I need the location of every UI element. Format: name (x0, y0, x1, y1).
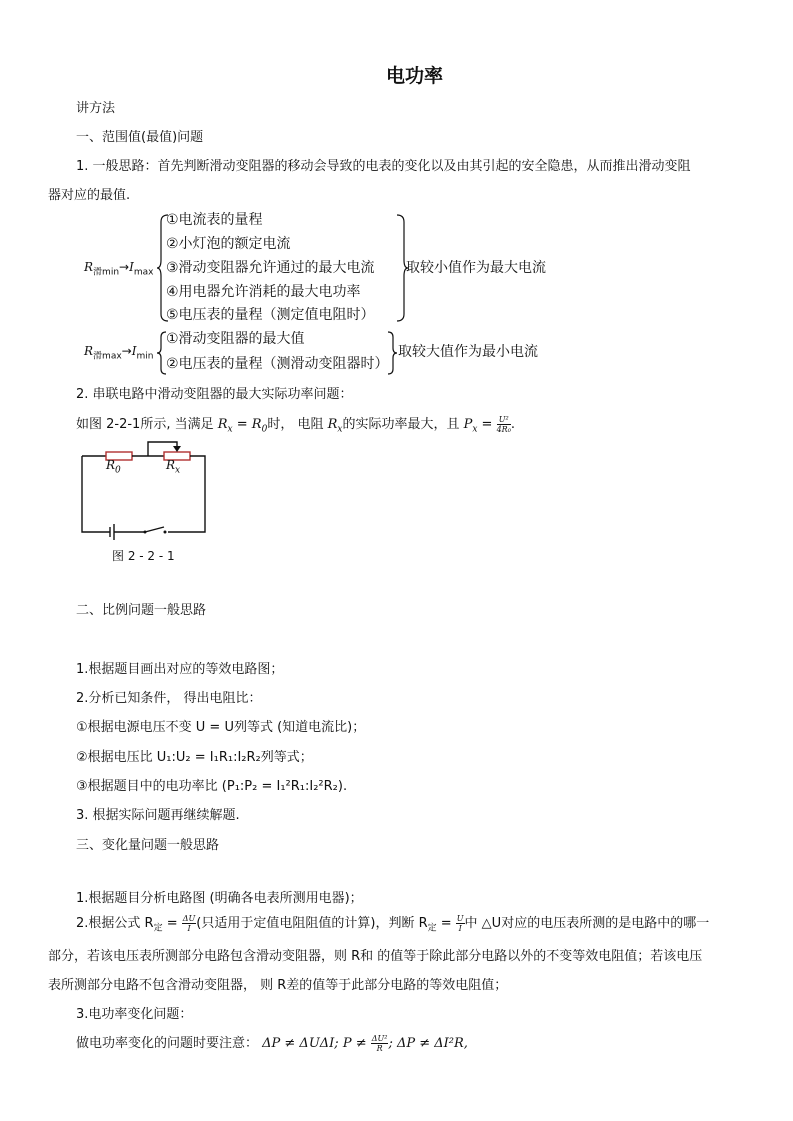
section3-step3: 3.电功率变化问题： (76, 1007, 193, 1022)
brace1-item-2: ②小灯泡的额定电流 (166, 236, 291, 252)
section-method: 讲方法 (76, 101, 116, 116)
section1-heading: 一、范围值(最值)问题 (76, 130, 204, 145)
section2-step2: 2.分析已知条件， 得出电阻比： (76, 691, 262, 706)
section2-step2c: ③根据题目中的电功率比 (P₁:P₂ = I₁²R₁:I₂²R₂). (76, 779, 348, 794)
section2-step2a: ①根据电源电压不变 U = U列等式 (知道电流比)； (76, 720, 366, 735)
section1-para1-line2: 器对应的最值. (48, 188, 131, 203)
page-title: 电功率 (386, 65, 444, 87)
label-r0: $R_0$ (106, 458, 121, 476)
figure-caption: 图 2 - 2 - 1 (112, 549, 175, 563)
brace1-item-3: ③滑动变阻器允许通过的最大电流 (166, 260, 375, 276)
brace1-result: 取较小值作为最大电流 (406, 260, 546, 276)
section3-step1: 1.根据题目分析电路图 (明确各电表所测用电器)； (76, 891, 363, 906)
section3-step2-line1: 2.根据公式 $R_定$ = $\frac{\Delta U}{I}$ (只适用于定值电阻阻值的计算)，判断 $R_定$ = $\frac{U}{I}$ 中 △U对应的电压表所测的是电路中的哪一 (76, 914, 710, 934)
section3-step2-line2: 部分，若该电压表所测部分电路包含滑动变阻器，则 R和 的值等于除此部分电路以外的不变等效电阻值；若该电压 (48, 949, 703, 964)
section3-step2-line3: 表所测部分电路不包含滑动变阻器， 则 R差的值等于此部分电路的等效电阻值； (48, 978, 508, 993)
brace1-item-1: ①电流表的量程 (166, 212, 263, 228)
brace2-right-brace (386, 331, 398, 375)
brace2-lhs: $R_{滑max}\to I_{min}$ (84, 344, 154, 362)
brace2-item-2: ②电压表的量程（测滑动变阻器时） (166, 356, 389, 372)
section2-step1: 1.根据题目画出对应的等效电路图； (76, 662, 284, 677)
section1-para2-text: 如图 2-2-1所示, 当满足 $R_x = R_0$时， 电阻 $R_x$的实际功率最大，且 $P_x$ = $\frac{\text{U²}}{\text{4R₀}}$ . (76, 415, 516, 435)
section2-heading: 二、比例问题一般思路 (76, 603, 207, 618)
brace1-lhs: $R_{滑min}\to I_{max}$ (84, 260, 154, 278)
brace1-item-5: ⑤电压表的量程（测定值电阻时） (166, 307, 375, 323)
label-rx: $R_x$ (166, 458, 181, 476)
section3-step3-note: 做电功率变化的问题时要注意： ΔP ≠ ΔUΔI; P ≠ $\frac{\text{ΔU²}}{R}$ ; ΔP ≠ ΔI²R, (76, 1034, 468, 1053)
section3-heading: 三、变化量问题一般思路 (76, 838, 220, 853)
brace1-item-4: ④用电器允许消耗的最大电功率 (166, 284, 361, 300)
brace2-item-1: ①滑动变阻器的最大值 (166, 331, 305, 347)
section1-para1-line1: 1. 一般思路：首先判断滑动变阻器的移动会导致的电表的变化以及由其引起的安全隐患，从而推出滑动变阻 (76, 159, 691, 174)
section1-para2-heading: 2. 串联电路中滑动变阻器的最大实际功率问题： (76, 387, 353, 402)
circuit-diagram (76, 436, 216, 541)
section2-step2b: ②根据电压比 U₁:U₂ = I₁R₁:I₂R₂列等式； (76, 750, 313, 765)
section2-step3: 3. 根据实际问题再继续解题. (76, 808, 240, 823)
brace2-result: 取较大值作为最小电流 (398, 344, 538, 360)
